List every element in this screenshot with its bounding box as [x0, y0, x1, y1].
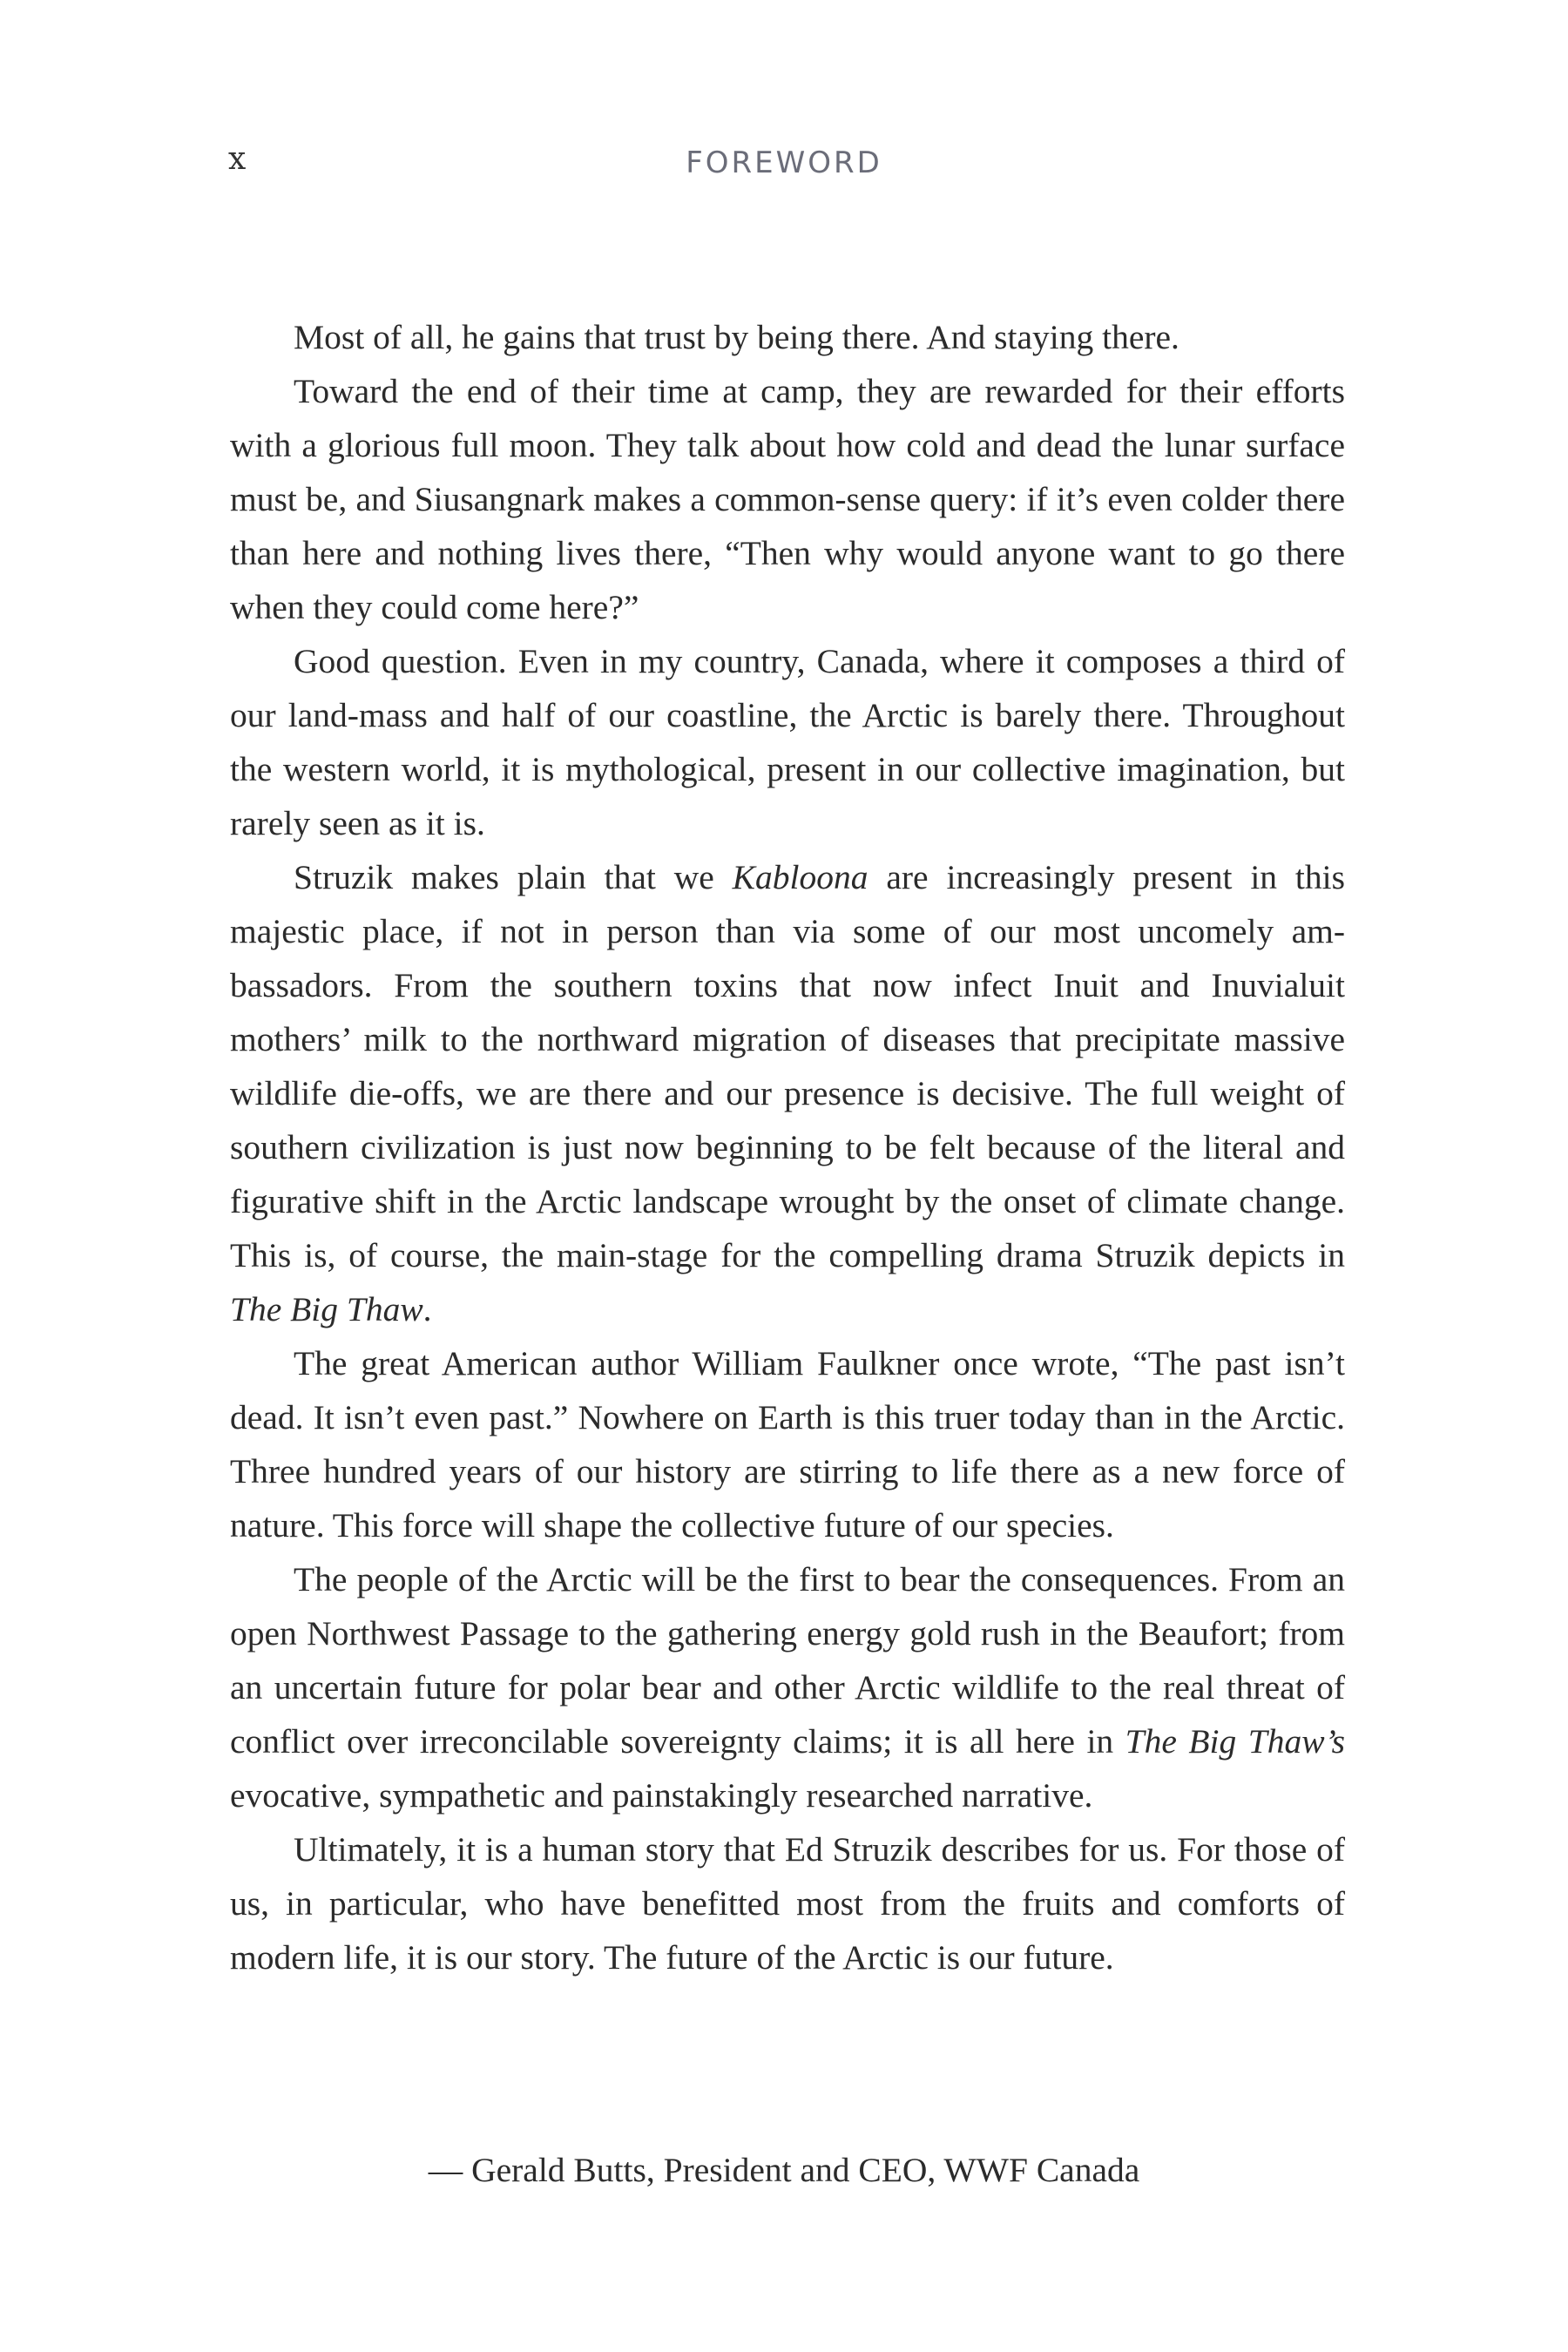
paragraph-6 — [230, 1552, 1345, 1822]
paragraph-4-part-3: . — [422, 1290, 432, 1328]
paragraph-4-part-1: Struzik makes plain that we — [294, 858, 733, 896]
italic-book-title-possessive: The Big Thaw’s — [1125, 1722, 1345, 1761]
paragraph-6-part-1: The people of the Arctic will be the first to bear the consequences. From an open Northwest Passage to the gathering energy gold rush in the Beaufort; from an uncertain future for polar bear and other Arctic wildlife to the real threat of conflict over irreconcilable sovereignty claims; it is all here in — [230, 1560, 1345, 1761]
paragraph-4-part-2: are increasingly present in this majestic place, if not in person than via some of our most uncomely ambassadors. From the southern toxins that now infect Inuit and Inuvialuit mothers’ milk to the northward migration of diseases that precipitate massive wildlife die-offs, we are there and our presence is decisive. The full weight of southern civilization is just now beginning to be felt because of the literal and figurative shift in the Arctic landscape wrought by the onset of climate change. This is, of course, the main-stage for the compelling drama Struzik depicts in — [230, 858, 1345, 1274]
italic-kabloona: Kabloona — [732, 858, 868, 896]
paragraph-1: Most of all, he gains that trust by being there. And staying there. — [294, 318, 1179, 356]
paragraph-7: Ultimately, it is a human story that Ed Struzik describes for us. For those of us, in particular, who have benefitted most from the fruits and comforts of modern life, it is our story. The future of the Arctic is our future. — [230, 1830, 1345, 1977]
paragraph-4 — [230, 850, 1345, 1336]
page-number: x — [228, 141, 247, 177]
signature: — Gerald Butts, President and CEO, WWF Canada — [428, 2151, 1140, 2189]
paragraph-5: The great American author William Faulkner once wrote, “The past isn’t dead. It isn’t even past.” Nowhere on Earth is this truer today than in the Arctic. Three hundred years of our history are stirring to life there as a new force of nature. This force will shape the collective future of our species. — [230, 1344, 1345, 1544]
italic-book-title: The Big Thaw — [230, 1290, 423, 1328]
running-head: FOREWORD — [686, 145, 882, 180]
paragraph-6-part-2: evocative, sympathetic and painstakingly researched narrative. — [230, 1776, 1093, 1815]
paragraph-3: Good question. Even in my country, Canada, where it composes a third of our land-mass and half of our coastline, the Arctic is barely there. Throughout the western world, it is mythological, present in our collective imagination, but rarely seen as it is. — [230, 642, 1345, 842]
foreword-body — [230, 310, 1345, 1984]
paragraph-2: Toward the end of their time at camp, they are rewarded for their efforts with a glorious full moon. They talk about how cold and dead the lunar surface must be, and Siusangnark makes a common-sense query: if it’s even colder there than here and nothing lives there, “Then why would anyone want to go there when they could come here?” — [230, 372, 1345, 626]
